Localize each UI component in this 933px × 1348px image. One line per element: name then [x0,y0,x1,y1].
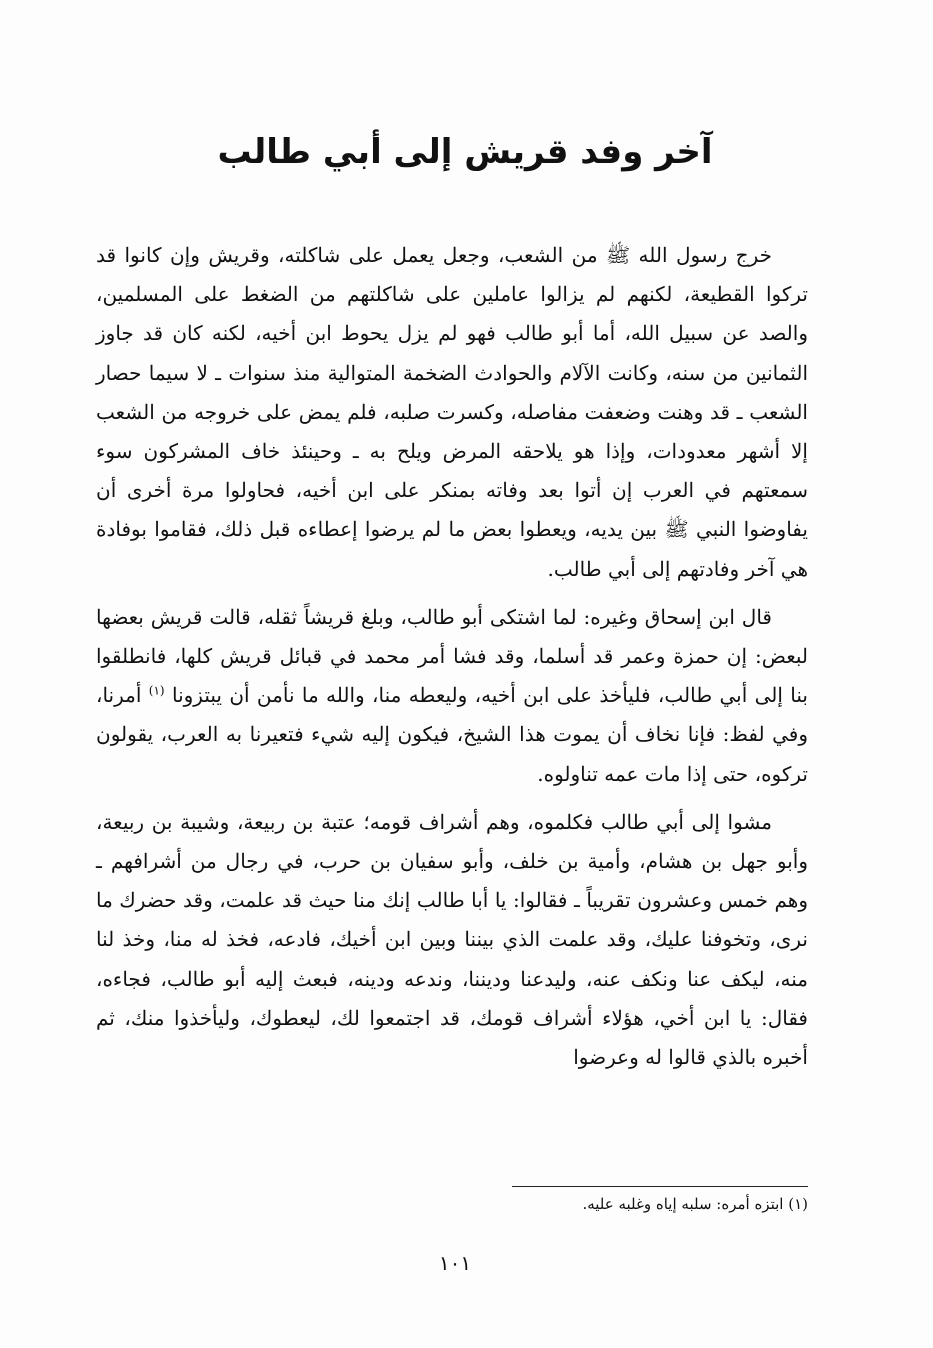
paragraph-3: مشوا إلى أبي طالب فكلموه، وهم أشراف قومه؛ عتبة بن ربيعة، وشيبة بن ربيعة، وأبو جهل بن هشام، وأمية بن خلف، وأبو سفيان بن حرب، في رجال من أشرافهم ـ وهم خمس وعشرون تقريباً ـ فقالوا: يا أبا طالب إنك منا حيث قد علمت، وقد حضرك ما نرى، وتخوفنا عليك، وقد علمت الذي بيننا وبين ابن أخيك، فادعه، فخذ له منا، وخذ لنا منه، ليكف عنا ونكف عنه، وليدعنا وديننا، وندعه ودينه، فبعث إليه أبو طالب، فجاءه، فقال: يا ابن أخي، هؤلاء أشراف قومك، قد اجتمعوا لك، ليعطوك، وليأخذوا منك، ثم أخبره بالذي قالوا له وعرضوا [96,809,808,1070]
body-text [96,236,808,1086]
footnote-divider [512,1186,808,1187]
footnote: (١) ابتزه أمره: سلبه إياه وغلبه عليه. [582,1195,808,1213]
paragraph-2-text-after: أمرنا، وفي لفظ: فإنا نخاف أن يموت هذا الشيخ، فيكون إليه شيء فتعيرنا به العرب، يقولون تركوه، حتى إذا مات عمه تناولوه. [96,683,808,786]
page-number: ١٠١ [438,1251,472,1275]
footnote-reference: (١) [148,683,165,698]
paragraph-2-text-before: قال ابن إسحاق وغيره: لما اشتكى أبو طالب، وبلغ قريشاً ثقله، قالت قريش بعضها لبعض: إن حمزة وعمر قد أسلما، وقد فشا أمر محمد في قبائل قريش كلها، فانطلقوا بنا إلى أبي طالب، فليأخذ على ابن أخيه، وليعطه منا، والله ما نأمن أن يبتزونا [96,604,808,708]
paragraph-1: خرج رسول الله ﷺ من الشعب، وجعل يعمل على شاكلته، وقريش وإن كانوا قد تركوا القطيعة، لكنهم لم يزالوا عاملين على شاكلتهم من الضغط على المسلمين، والصد عن سبيل الله، أما أبو طالب فهو لم يزل يحوط ابن أخيه، لكنه كان قد جاوز الثمانين من سنه، وكانت الآلام والحوادث الضخمة المتوالية منذ سنوات ـ لا سيما حصار الشعب ـ قد وهنت وضعفت مفاصله، وكسرت صلبه، فلم يمض على خروجه من الشعب إلا أشهر معدودات، وإذا هو يلاحقه المرض ويلح به ـ وحينئذ خاف المشركون سوء سمعتهم في العرب إن أتوا بعد وفاته بمنكر على ابن أخيه، فحاولوا مرة أخرى أن يفاوضوا النبي ﷺ بين يديه، ويعطوا بعض ما لم يرضوا إعطاءه قبل ذلك، فقاموا بوفادة هي آخر وفادتهم إلى أبي طالب. [96,243,808,581]
chapter-title: آخر وفد قريش إلى أبي طالب [217,132,713,172]
paragraph-2 [96,598,808,794]
